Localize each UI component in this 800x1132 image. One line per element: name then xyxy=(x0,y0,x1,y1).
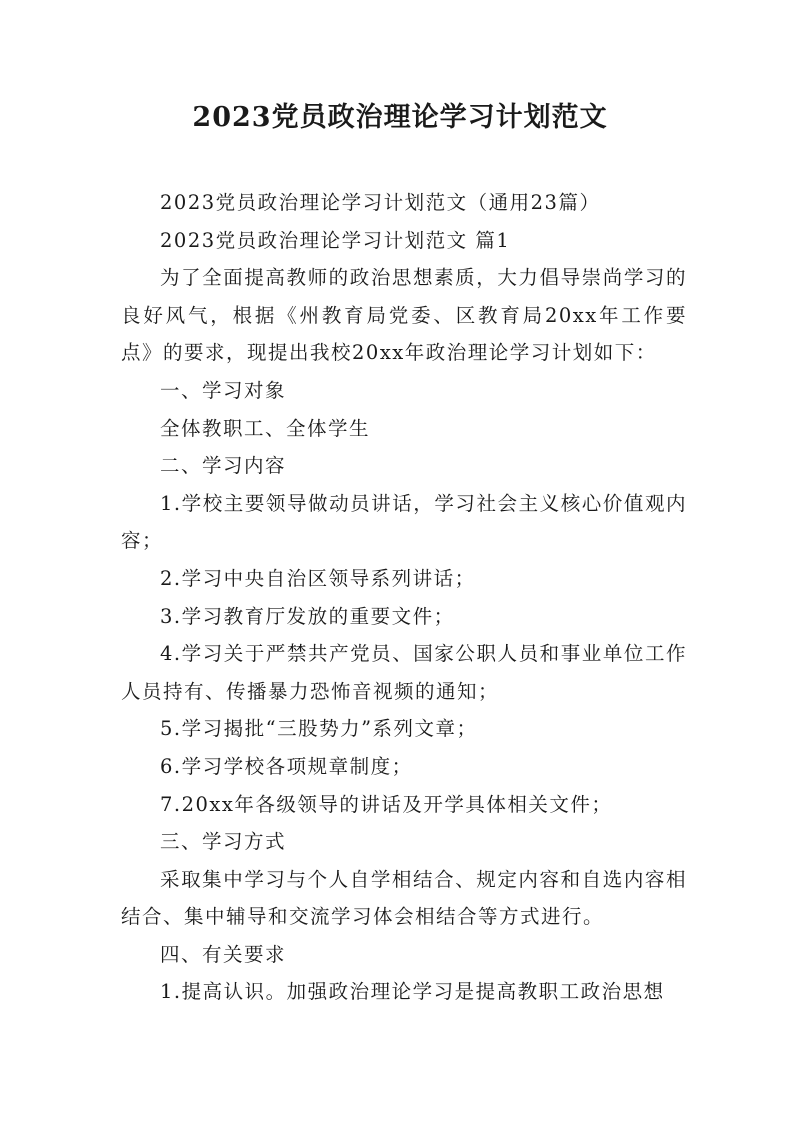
paragraph-intro: 为了全面提高教师的政治思想素质，大力倡导崇尚学习的良好风气，根据《州教育局党委、区教育局20xx年工作要点》的要求，现提出我校20xx年政治理论学习计划如下： xyxy=(121,266,687,365)
list-item: 1.学校主要领导做动员讲话，学习社会主义核心价值观内容； xyxy=(121,491,687,553)
paragraph-audience: 全体教职工、全体学生 xyxy=(160,416,371,440)
list-item: 4.学习关于严禁共产党员、国家公职人员和事业单位工作人员持有、传播暴力恐怖音视频的通知； xyxy=(121,642,687,703)
list-item: 3.学习教育厅发放的重要文件； xyxy=(160,604,455,628)
list-item: 5.学习揭批“三股势力”系列文章； xyxy=(160,717,478,741)
paragraph-method: 采取集中学习与个人自学相结合、规定内容和自选内容相结合、集中辅导和交流学习体会相结合等方式进行。 xyxy=(121,867,687,929)
section-heading-audience: 一、学习对象 xyxy=(160,378,287,402)
document-body xyxy=(121,184,687,1011)
list-item: 6.学习学校各项规章制度； xyxy=(160,754,413,778)
list-item: 7.20xx年各级领导的讲话及开学具体相关文件； xyxy=(160,792,613,816)
section-heading-content: 二、学习内容 xyxy=(160,454,287,478)
document-title: 2023党员政治理论学习计划范文 xyxy=(192,102,608,133)
section-heading-method: 三、学习方式 xyxy=(160,830,287,854)
paragraph-subtitle: 2023党员政治理论学习计划范文（通用23篇） xyxy=(160,191,601,214)
section-heading-requirements: 四、有关要求 xyxy=(160,942,287,966)
paragraph-article-heading: 2023党员政治理论学习计划范文 篇1 xyxy=(160,228,511,252)
list-item: 1.提高认识。加强政治理论学习是提高教职工政治思想 xyxy=(160,980,665,1004)
list-item: 2.学习中央自治区领导系列讲话； xyxy=(160,566,476,590)
